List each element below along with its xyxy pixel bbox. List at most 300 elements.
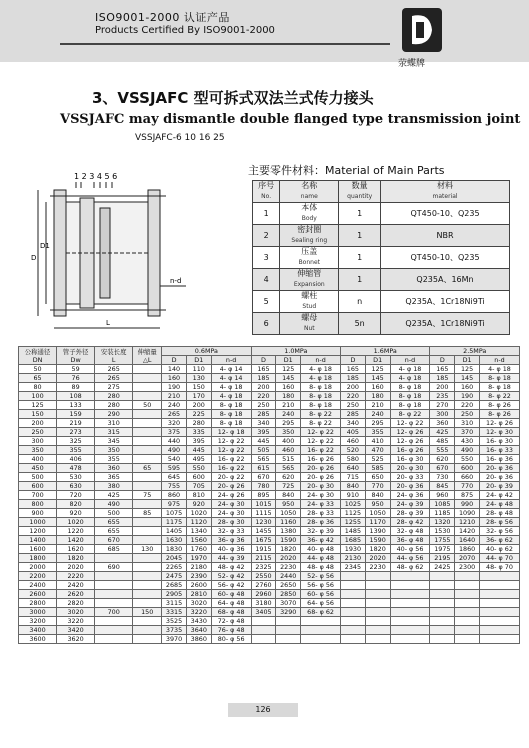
table-cell: 340 [341, 419, 366, 428]
table-cell: 525 [365, 455, 390, 464]
table-row [19, 464, 520, 473]
sub-header: D1 [455, 356, 480, 365]
table-cell [365, 617, 390, 626]
table-cell: 1930 [341, 545, 366, 554]
table-cell: 60- φ 48 [211, 590, 251, 599]
table-cell [251, 635, 276, 644]
table-cell: 185 [251, 374, 276, 383]
table-cell: 240 [162, 401, 187, 410]
table-cell: 2760 [251, 581, 276, 590]
table-cell: 48- φ 48 [301, 563, 341, 572]
table-cell: 900 [19, 509, 57, 518]
table-cell: 655 [95, 518, 133, 527]
table-cell: 12- φ 18 [211, 428, 251, 437]
table-row [19, 410, 520, 419]
table-row [19, 482, 520, 491]
table-cell: 20- φ 22 [211, 473, 251, 482]
drawing-label-d1: D1 [40, 242, 50, 250]
table-cell: 310 [95, 419, 133, 428]
table-cell [133, 482, 162, 491]
material-name: 密封圈 Sealing ring [280, 225, 339, 247]
table-row [19, 536, 520, 545]
table-cell: 3640 [186, 626, 211, 635]
table-cell: 220 [251, 392, 276, 401]
table-cell: 200 [186, 401, 211, 410]
table-cell: 2475 [162, 572, 187, 581]
table-cell: 24- φ 30 [301, 491, 341, 500]
table-cell: 2390 [186, 572, 211, 581]
table-cell: 1420 [57, 536, 95, 545]
table-cell: 1210 [455, 518, 480, 527]
table-cell: 1620 [57, 545, 95, 554]
table-cell: 2230 [276, 563, 301, 572]
table-row [19, 509, 520, 518]
table-cell: 910 [341, 491, 366, 500]
table-cell: 48- φ 62 [390, 563, 430, 572]
table-cell: 150 [19, 410, 57, 419]
table-cell: 125 [19, 401, 57, 410]
table-row [19, 473, 520, 482]
table-cell: 40- φ 62 [479, 545, 519, 554]
table-cell: 2115 [251, 554, 276, 563]
table-cell: 2345 [341, 563, 366, 572]
table-cell: 1020 [186, 509, 211, 518]
table-cell: 44- φ 70 [479, 554, 519, 563]
materials-table [252, 180, 510, 335]
table-cell: 400 [19, 455, 57, 464]
table-cell: 48- φ 42 [211, 563, 251, 572]
table-cell: 1075 [162, 509, 187, 518]
table-row [19, 608, 520, 617]
table-cell: 145 [365, 374, 390, 383]
table-cell: 370 [455, 428, 480, 437]
table-cell: 406 [57, 455, 95, 464]
table-cell [365, 581, 390, 590]
table-cell: 1820 [276, 545, 301, 554]
table-cell: 4- φ 18 [390, 374, 430, 383]
table-cell: 505 [251, 446, 276, 455]
table-cell: 4- φ 18 [479, 365, 519, 374]
joint-cross-section-drawing [10, 168, 238, 338]
table-cell [95, 590, 133, 599]
table-cell: 3860 [186, 635, 211, 644]
table-cell: 185 [341, 374, 366, 383]
table-cell: 225 [186, 410, 211, 419]
material-name: 伸缩管 Expansion [280, 269, 339, 291]
table-cell [133, 527, 162, 536]
material-no: 2 [253, 225, 280, 247]
table-cell: 24- φ 36 [390, 491, 430, 500]
table-cell: 1390 [365, 527, 390, 536]
table-cell: 500 [95, 509, 133, 518]
table-cell: 1800 [19, 554, 57, 563]
table-cell: 1600 [19, 545, 57, 554]
table-cell: 300 [19, 437, 57, 446]
table-cell: 1975 [430, 545, 455, 554]
material-row [253, 269, 510, 291]
table-cell [455, 590, 480, 599]
table-cell: 360 [95, 464, 133, 473]
table-cell: 140 [162, 365, 187, 374]
table-row [19, 554, 520, 563]
table-cell: 20- φ 36 [479, 473, 519, 482]
table-cell [341, 599, 366, 608]
table-cell: 36- φ 48 [390, 536, 430, 545]
iso-certification-line: ISO9001-2000 认证产品 [95, 11, 230, 24]
mat-header-no: 序号 No. [253, 181, 280, 203]
material-spec: Q235A、1Cr18Ni9Ti [381, 313, 510, 335]
table-cell: 325 [57, 437, 95, 446]
table-cell [133, 500, 162, 509]
material-no: 5 [253, 291, 280, 313]
table-cell: 24- φ 30 [211, 509, 251, 518]
table-cell [133, 581, 162, 590]
table-cell: 320 [162, 419, 187, 428]
table-cell: 540 [162, 455, 187, 464]
material-name: 螺柱 Stud [280, 291, 339, 313]
table-cell: 705 [186, 482, 211, 491]
table-cell [301, 635, 341, 644]
table-cell: 160 [276, 383, 301, 392]
table-cell: 44- φ 39 [211, 554, 251, 563]
table-cell: 4- φ 14 [211, 365, 251, 374]
table-cell: 2000 [19, 563, 57, 572]
table-cell: 24- φ 39 [390, 500, 430, 509]
table-cell: 920 [186, 500, 211, 509]
table-cell: 2195 [430, 554, 455, 563]
table-cell: 4- φ 18 [211, 383, 251, 392]
table-cell [455, 599, 480, 608]
table-cell: 48- φ 70 [479, 563, 519, 572]
table-cell [430, 599, 455, 608]
table-cell: 145 [455, 374, 480, 383]
table-cell: 1640 [455, 536, 480, 545]
table-row [19, 437, 520, 446]
table-cell [133, 626, 162, 635]
table-cell: 580 [341, 455, 366, 464]
table-cell [455, 608, 480, 617]
table-cell: 20- φ 26 [301, 464, 341, 473]
table-cell: 1050 [276, 509, 301, 518]
table-cell [430, 572, 455, 581]
table-cell [390, 599, 430, 608]
table-cell: 12- φ 30 [479, 428, 519, 437]
sub-header: n-d [479, 356, 519, 365]
table-cell [133, 473, 162, 482]
table-cell: 840 [276, 491, 301, 500]
table-cell: 1685 [341, 536, 366, 545]
table-cell: 3405 [251, 608, 276, 617]
table-cell [479, 572, 519, 581]
table-cell: 60- φ 56 [301, 590, 341, 599]
material-row [253, 203, 510, 225]
table-cell [341, 608, 366, 617]
table-cell: 8- φ 18 [479, 383, 519, 392]
brand-logo-icon [400, 6, 444, 54]
table-cell: 4- φ 14 [211, 374, 251, 383]
table-cell: 350 [19, 446, 57, 455]
table-row [19, 428, 520, 437]
table-cell: 40- φ 48 [301, 545, 341, 554]
table-cell: 3430 [186, 617, 211, 626]
table-row [19, 572, 520, 581]
table-row [19, 383, 520, 392]
table-cell: 405 [341, 428, 366, 437]
table-row [19, 563, 520, 572]
table-cell [479, 599, 519, 608]
sub-header: D1 [365, 356, 390, 365]
table-cell: 200 [341, 383, 366, 392]
table-cell: 2070 [455, 554, 480, 563]
table-cell [341, 572, 366, 581]
table-cell: 1170 [365, 518, 390, 527]
table-cell [455, 626, 480, 635]
mat-header-material: 材料 material [381, 181, 510, 203]
table-cell: 16- φ 26 [301, 455, 341, 464]
table-cell [430, 590, 455, 599]
table-cell: 345 [95, 437, 133, 446]
table-cell: 2810 [186, 590, 211, 599]
table-cell [479, 608, 519, 617]
table-cell: 490 [95, 500, 133, 509]
table-cell: 240 [276, 410, 301, 419]
table-cell: 860 [162, 491, 187, 500]
table-cell: 8- φ 18 [211, 410, 251, 419]
table-cell: 59 [57, 365, 95, 374]
table-cell: 250 [251, 401, 276, 410]
table-cell: 3020 [186, 599, 211, 608]
table-cell: 600 [186, 473, 211, 482]
table-cell: 130 [133, 545, 162, 554]
table-cell: 425 [430, 428, 455, 437]
table-cell: 3115 [162, 599, 187, 608]
table-cell: 290 [95, 410, 133, 419]
table-cell [251, 626, 276, 635]
table-cell: 32- φ 56 [479, 527, 519, 536]
table-cell: 555 [430, 446, 455, 455]
table-cell [133, 437, 162, 446]
table-cell [95, 617, 133, 626]
table-cell: 310 [455, 419, 480, 428]
table-cell: 28- φ 33 [301, 509, 341, 518]
table-cell: 2650 [276, 581, 301, 590]
pressure-2-5: 2.5MPa [430, 347, 520, 356]
table-cell: 845 [430, 482, 455, 491]
table-cell [390, 608, 430, 617]
table-cell [365, 599, 390, 608]
table-cell: 4- φ 18 [301, 365, 341, 374]
table-cell [133, 617, 162, 626]
table-cell: 76 [57, 374, 95, 383]
table-cell: 200 [251, 383, 276, 392]
table-cell: 565 [251, 455, 276, 464]
table-cell: 8- φ 18 [301, 392, 341, 401]
table-cell: 3220 [186, 608, 211, 617]
table-cell: 725 [276, 482, 301, 491]
table-cell [251, 617, 276, 626]
table-cell: 44- φ 48 [301, 554, 341, 563]
table-cell: 1090 [455, 509, 480, 518]
table-cell [301, 617, 341, 626]
table-cell: 1000 [19, 518, 57, 527]
table-cell: 550 [455, 455, 480, 464]
material-no: 4 [253, 269, 280, 291]
table-cell: 3000 [19, 608, 57, 617]
table-cell: 285 [341, 410, 366, 419]
table-cell [133, 365, 162, 374]
table-cell: 2440 [276, 572, 301, 581]
table-cell: 190 [162, 383, 187, 392]
table-cell [133, 563, 162, 572]
model-designation: VSSJAFC-6 10 16 25 [135, 133, 225, 143]
table-cell: 600 [455, 464, 480, 473]
table-cell [95, 626, 133, 635]
table-cell: 3420 [57, 626, 95, 635]
table-cell: 8- φ 18 [301, 383, 341, 392]
materials-title: 主要零件材料：Material of Main Parts [248, 164, 445, 177]
material-qty: 1 [339, 203, 381, 225]
table-cell: 840 [365, 491, 390, 500]
table-row [19, 518, 520, 527]
table-cell: 20- φ 36 [390, 482, 430, 491]
table-cell: 36- φ 36 [211, 536, 251, 545]
table-cell [479, 581, 519, 590]
table-cell: 2905 [162, 590, 187, 599]
table-cell: 12- φ 26 [390, 437, 430, 446]
table-cell: 1340 [186, 527, 211, 536]
pressure-0-6: 0.6MPa [162, 347, 251, 356]
table-cell [133, 554, 162, 563]
table-cell: 315 [95, 428, 133, 437]
certified-by-line: Products Certified By ISO9001-2000 [95, 25, 275, 36]
table-cell: 3315 [162, 608, 187, 617]
table-cell [365, 626, 390, 635]
table-row [19, 392, 520, 401]
col-length: 安装长度 L [95, 347, 133, 365]
table-row [19, 401, 520, 410]
table-cell: 160 [162, 374, 187, 383]
table-cell: 8- φ 18 [211, 401, 251, 410]
header-rule [60, 43, 390, 45]
table-row [19, 365, 520, 374]
table-cell: 2265 [162, 563, 187, 572]
table-cell: 2800 [19, 599, 57, 608]
table-cell: 645 [162, 473, 187, 482]
table-cell: 200 [19, 419, 57, 428]
table-cell: 2400 [19, 581, 57, 590]
table-cell [479, 635, 519, 644]
table-cell: 80- φ 56 [211, 635, 251, 644]
table-cell: 28- φ 36 [301, 518, 341, 527]
table-cell: 24- φ 42 [479, 491, 519, 500]
material-row [253, 225, 510, 247]
table-cell: 85 [133, 509, 162, 518]
table-cell: 8- φ 22 [301, 419, 341, 428]
table-row [19, 527, 520, 536]
table-cell: 40- φ 56 [390, 545, 430, 554]
table-cell: 650 [365, 473, 390, 482]
table-cell: 720 [57, 491, 95, 500]
table-cell: 12- φ 22 [301, 437, 341, 446]
table-cell: 2620 [57, 590, 95, 599]
table-cell [455, 581, 480, 590]
table-cell: 1820 [57, 554, 95, 563]
table-cell: 460 [341, 437, 366, 446]
table-cell: 295 [365, 419, 390, 428]
table-cell: 2960 [251, 590, 276, 599]
table-cell: 1085 [430, 500, 455, 509]
table-cell: 530 [57, 473, 95, 482]
table-cell: 375 [162, 428, 187, 437]
table-row [19, 590, 520, 599]
page-number: 126 [228, 703, 298, 717]
table-cell: 8- φ 18 [390, 401, 430, 410]
table-cell: 285 [251, 410, 276, 419]
table-cell: 950 [365, 500, 390, 509]
table-cell: 690 [95, 563, 133, 572]
table-row [19, 374, 520, 383]
table-cell: 220 [455, 401, 480, 410]
table-cell: 295 [276, 419, 301, 428]
table-cell: 50 [133, 401, 162, 410]
table-cell: 730 [430, 473, 455, 482]
table-cell [133, 419, 162, 428]
table-cell: 133 [57, 401, 95, 410]
table-cell: 159 [57, 410, 95, 419]
table-cell: 485 [430, 437, 455, 446]
table-row [19, 491, 520, 500]
table-cell: 275 [95, 383, 133, 392]
material-name: 螺母 Nut [280, 313, 339, 335]
table-cell: 150 [133, 608, 162, 617]
table-row [19, 500, 520, 509]
table-cell [133, 518, 162, 527]
table-cell: 2020 [57, 563, 95, 572]
table-cell: 12- φ 22 [211, 446, 251, 455]
table-cell: 28- φ 48 [479, 509, 519, 518]
table-cell: 8- φ 26 [479, 410, 519, 419]
table-cell: 440 [162, 437, 187, 446]
table-cell: 670 [95, 536, 133, 545]
table-cell: 20- φ 33 [390, 473, 430, 482]
table-cell: 8- φ 18 [479, 374, 519, 383]
table-cell: 1760 [186, 545, 211, 554]
table-cell: 550 [186, 464, 211, 473]
drawing-part-numbers: 1 2 3 4 5 6 [74, 172, 118, 181]
table-row [19, 446, 520, 455]
table-cell: 445 [251, 437, 276, 446]
table-cell: 2230 [365, 563, 390, 572]
table-cell: 1115 [251, 509, 276, 518]
table-cell: 350 [276, 428, 301, 437]
material-qty: 1 [339, 269, 381, 291]
table-cell: 1380 [276, 527, 301, 536]
table-cell: 12- φ 22 [301, 428, 341, 437]
table-cell: 3070 [276, 599, 301, 608]
table-row [19, 617, 520, 626]
table-cell [95, 599, 133, 608]
table-cell: 490 [162, 446, 187, 455]
table-cell [479, 617, 519, 626]
table-cell: 20- φ 36 [479, 464, 519, 473]
table-cell: 20- φ 26 [211, 482, 251, 491]
table-cell: 235 [430, 392, 455, 401]
table-cell: 8- φ 18 [301, 401, 341, 410]
table-cell: 2600 [186, 581, 211, 590]
table-cell: 273 [57, 428, 95, 437]
table-cell: 72- φ 48 [211, 617, 251, 626]
table-cell: 1125 [341, 509, 366, 518]
